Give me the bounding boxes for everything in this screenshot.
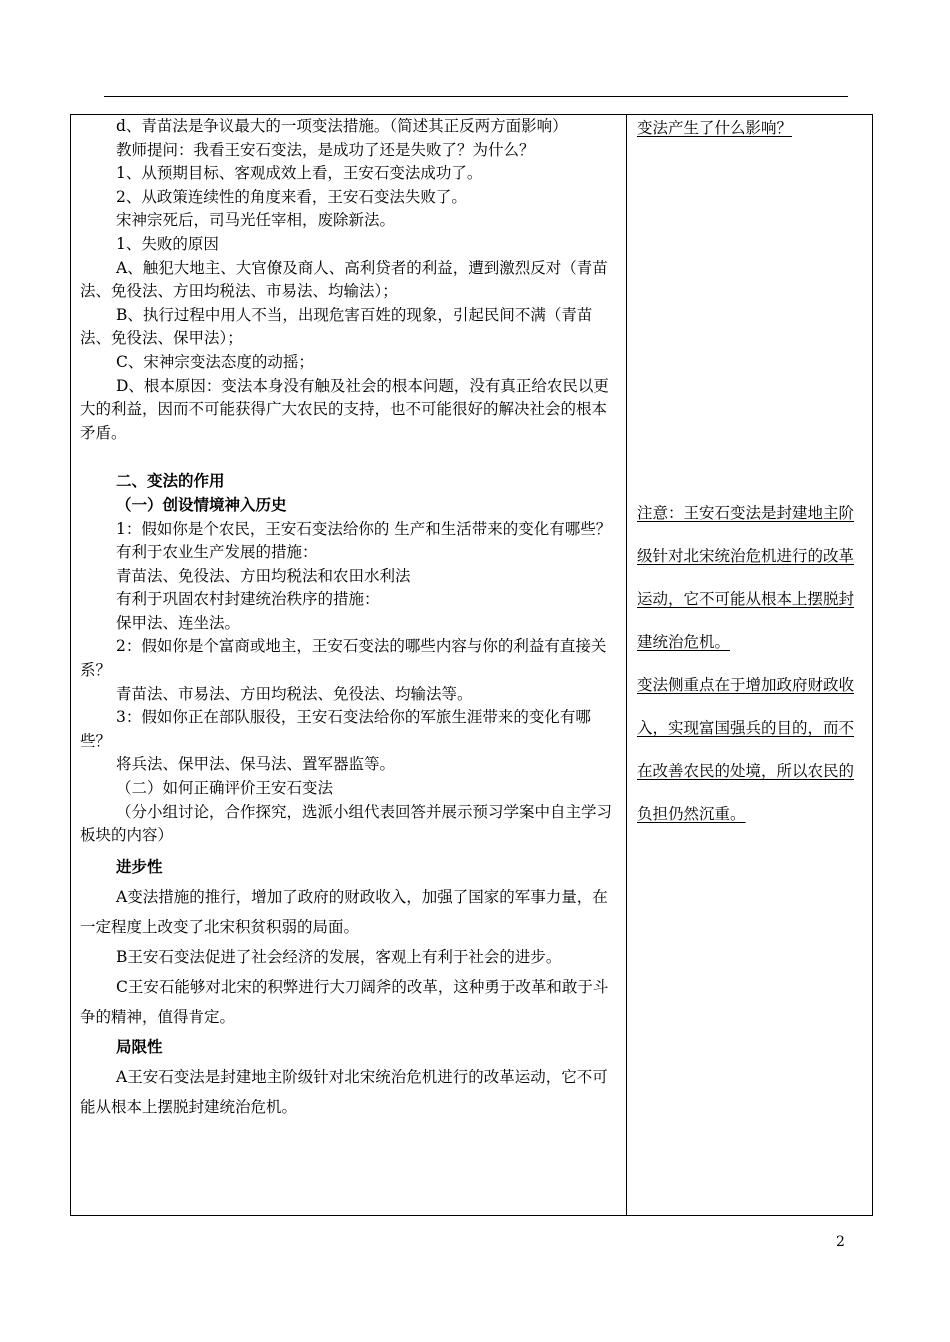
side-note: [637, 492, 867, 836]
main-column: [80, 115, 620, 1122]
paragraph: C、宋神宗变法态度的动摇；: [116, 352, 314, 371]
paragraph: 1、失败的原因: [116, 234, 219, 253]
side-note-2: 变法侧重点在于增加政府财政收入，实现富国强兵的目的，而不在改善农民的处境，所以农民的负担仍然沉重。: [637, 676, 855, 823]
paragraph: 有利于巩固农村封建统治秩序的措施：: [116, 590, 380, 609]
paragraph: A、触犯大地主、大官僚及商人、高利贷者的利益，遭到激烈反对（青苗法、免役法、方田均税法、市易法、均输法）；: [80, 258, 608, 301]
paragraph: 教师提问：我看王安石变法，是成功了还是失败了？为什么？: [116, 140, 535, 159]
paragraph: 有利于农业生产发展的措施：: [116, 543, 318, 562]
paragraph: 1：假如你是个农民，王安石变法给你的 生产和生活带来的变化有哪些？: [116, 519, 612, 538]
column-divider: [626, 114, 627, 1216]
paragraph: 将兵法、保甲法、保马法、置军器监等。: [116, 755, 396, 774]
paragraph: 保甲法、连坐法。: [116, 613, 241, 632]
heading-limitation: 局限性: [116, 1037, 163, 1056]
paragraph: 1、从预期目标、客观成效上看，王安石变法成功了。: [116, 164, 483, 183]
paragraph: 宋神宗死后，司马光任宰相，废除新法。: [116, 211, 396, 230]
header-rule: [104, 96, 848, 97]
subsection-heading: （二）如何正确评价王安石变法: [116, 779, 334, 798]
side-question-text: 变法产生了什么影响？: [637, 119, 793, 137]
paragraph: 2、从政策连续性的角度来看，王安石变法失败了。: [116, 187, 467, 206]
side-note-1: 注意：王安石变法是封建地主阶级针对北宋统治危机进行的改革运动，它不可能从根本上摆脱封建统治危机。: [637, 504, 855, 651]
paragraph: d、青苗法是争议最大的一项变法措施。（简述其正反两方面影响）: [116, 117, 568, 135]
paragraph: 2：假如你是个富商或地主，王安石变法的哪些内容与你的利益有直接关系？: [80, 637, 607, 680]
paragraph: （分小组讨论，合作探究，选派小组代表回答并展示预习学案中自主学习板块的内容）: [80, 802, 613, 845]
paragraph: D、根本原因：变法本身没有触及社会的根本问题，没有真正给农民以更大的利益，因而不可能获得广大农民的支持，也不可能很好的解决社会的根本矛盾。: [80, 376, 609, 442]
paragraph: 青苗法、市易法、方田均税法、免役法、均输法等。: [116, 684, 473, 703]
paragraph: B、执行过程中用人不当，出现危害百姓的现象，引起民间不满（青苗法、免役法、保甲法）；: [80, 305, 593, 348]
heading-progress: 进步性: [116, 857, 163, 876]
paragraph: 3：假如你正在部队服役，王安石变法给你的军旅生涯带来的变化有哪些？: [80, 708, 591, 750]
paragraph: 青苗法、免役法、方田均税法和农田水利法: [116, 566, 411, 585]
paragraph: A变法措施的推行，增加了政府的财政收入，加强了国家的军事力量，在一定程度上改变了北宋积贫积弱的局面。: [80, 887, 608, 936]
section-heading: 二、变法的作用: [116, 472, 225, 491]
subsection-heading: （一）创设情境神入历史: [116, 495, 287, 514]
page-number: 2: [836, 1234, 845, 1250]
evaluation-block: [80, 852, 620, 1122]
paragraph: B王安石变法促进了社会经济的发展，客观上有利于社会的进步。: [116, 947, 562, 966]
paragraph: C王安石能够对北宋的积弊进行大刀阔斧的改革，这种勇于改革和敢于斗争的精神，值得肯定。: [80, 977, 609, 1026]
paragraph: A王安石变法是封建地主阶级针对北宋统治危机进行的改革运动，它不可能从根本上摆脱封建统治危机。: [80, 1067, 608, 1116]
side-question: [637, 115, 867, 141]
